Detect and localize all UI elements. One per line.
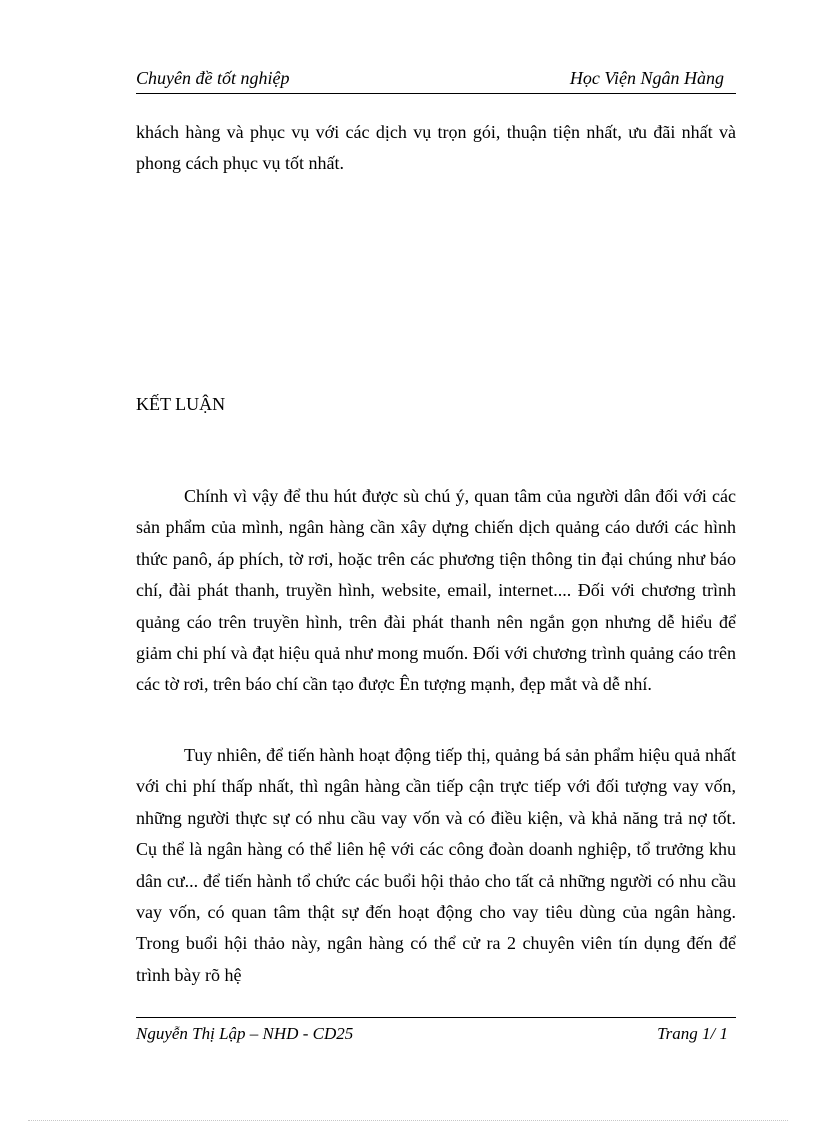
page-boundary-line bbox=[28, 1120, 788, 1121]
footer-author: Nguyễn Thị Lập – NHD - CD25 bbox=[136, 1024, 354, 1043]
paragraph-continuation: khách hàng và phục vụ với các dịch vụ trọn gói, thuận tiện nhất, ưu đãi nhất và phong cách phục vụ tốt nhất. bbox=[136, 122, 736, 174]
page-footer bbox=[136, 1017, 736, 1047]
paragraph-conclusion-1: Chính vì vậy để thu hút được sù chú ý, quan tâm của người dân đối với các sản phẩm của mình, ngân hàng cần xây dựng chiến dịch quảng cáo dưới các hình thức panô, áp phích, tờ rơi, hoặc trên các phương tiện thông tin đại chúng như báo chí, đài phát thanh, truyền hình, website, email, internet.... Đối với chương trình quảng cáo trên truyền hình, trên đài phát thanh nên ngắn gọn nhưng dễ hiểu để giảm chi phí và đạt hiệu quả như mong muốn. Đối với chương trình quảng cáo trên các tờ rơi, trên báo chí cần tạo được Ên tượng mạnh, đẹp mắt và dễ nhí. bbox=[136, 486, 736, 695]
header-institution: Học Viện Ngân Hàng bbox=[569, 68, 724, 88]
header-document-type: Chuyên đề tốt nghiệp bbox=[136, 68, 290, 88]
page-header bbox=[136, 64, 736, 94]
paragraph-conclusion-2: Tuy nhiên, để tiến hành hoạt động tiếp thị, quảng bá sản phẩm hiệu quả nhất với chi phí thấp nhất, thì ngân hàng cần tiếp cận trực tiếp với đối tượng vay vốn, những người thực sự có nhu cầu vay vốn và có điều kiện, và khả năng trả nợ tốt. Cụ thể là ngân hàng có thể liên hệ với các công đoàn doanh nghiệp, tổ trưởng khu dân cư... để tiến hành tổ chức các buổi hội thảo cho tất cả những người có nhu cầu vay vốn, có quan tâm thật sự đến hoạt động cho vay tiêu dùng của ngân hàng. Trong buổi hội thảo này, ngân hàng có thể cử ra 2 chuyên viên tín dụng đến để trình bày rõ hệ bbox=[136, 745, 736, 985]
section-heading: KẾT LUẬN bbox=[136, 394, 226, 414]
footer-page-number: Trang 1/ 1 bbox=[657, 1024, 728, 1043]
